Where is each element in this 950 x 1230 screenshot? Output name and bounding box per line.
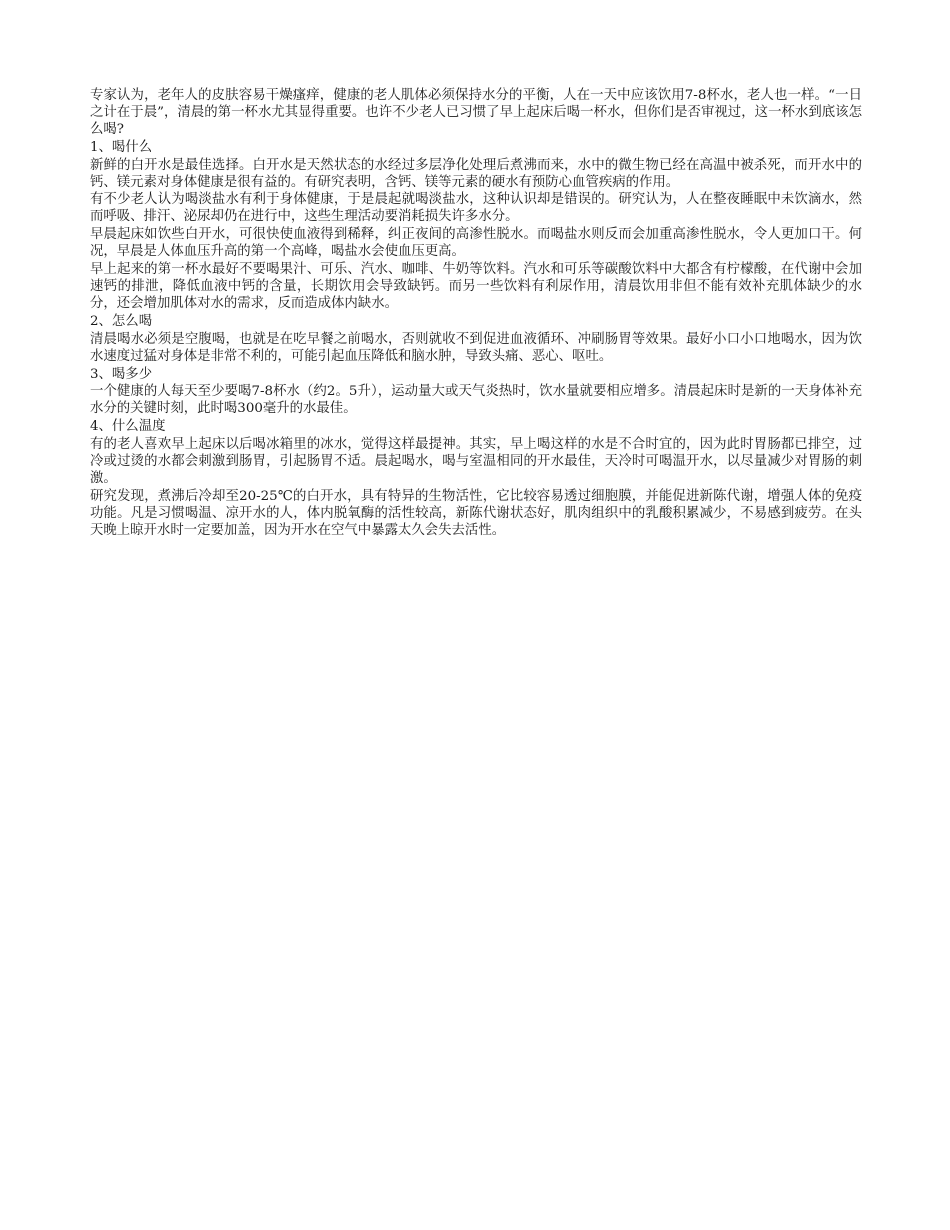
document-body <box>90 88 862 541</box>
paragraph: 新鲜的白开水是最佳选择。白开水是天然状态的水经过多层净化处理后煮沸而来，水中的微生物已经在高温中被杀死，而开水中的钙、镁元素对身体健康是很有益的。有研究表明，含钙、镁等元素的硬水有预防心血管疾病的作用。 <box>90 157 862 190</box>
paragraph: 清晨喝水必须是空腹喝，也就是在吃早餐之前喝水，否则就收不到促进血液循环、冲刷肠胃等效果。最好小口小口地喝水，因为饮水速度过猛对身体是非常不利的，可能引起血压降低和脑水肿，导致头痛、恶心、呕吐。 <box>90 331 862 364</box>
paragraph: 研究发现，煮沸后冷却至20-25℃的白开水，具有特异的生物活性，它比较容易透过细胞膜，并能促进新陈代谢，增强人体的免疫功能。凡是习惯喝温、凉开水的人，体内脱氧酶的活性较高，新陈代谢状态好，肌肉组织中的乳酸积累减少，不易感到疲劳。在头天晚上晾开水时一定要加盖，因为开水在空气中暴露太久会失去活性。 <box>90 488 862 538</box>
section-heading-what: 1、喝什么 <box>90 139 153 155</box>
paragraph: 早晨起床如饮些白开水，可很快使血液得到稀释，纠正夜间的高渗性脱水。而喝盐水则反而会加重高渗性脱水，令人更加口干。何况，早晨是人体血压升高的第一个高峰，喝盐水会使血压更高。 <box>90 227 862 260</box>
section-heading-how-much: 3、喝多少 <box>90 366 153 382</box>
paragraph: 有的老人喜欢早上起床以后喝冰箱里的冰水，觉得这样最提神。其实，早上喝这样的水是不合时宜的，因为此时胃肠都已排空，过冷或过烫的水都会刺激到肠胃，引起肠胃不适。晨起喝水，喝与室温相同的开水最佳，天冷时可喝温开水，以尽量减少对胃肠的刺激。 <box>90 437 862 486</box>
intro-paragraph: 专家认为，老年人的皮肤容易干燥瘙痒，健康的老人肌体必须保持水分的平衡，人在一天中应该饮用7-8杯水，老人也一样。“一日之计在于晨”，清晨的第一杯水尤其显得重要。也许不少老人已习惯了早上起床后喝一杯水，但你们是否审视过，这一杯水到底该怎么喝? <box>90 88 862 137</box>
section-heading-temperature: 4、什么温度 <box>90 419 166 435</box>
paragraph: 一个健康的人每天至少要喝7-8杯水（约2。5升），运动量大或天气炎热时，饮水量就要相应增多。清晨起床时是新的一天身体补充水分的关键时刻，此时喝300毫升的水最佳。 <box>90 384 862 417</box>
section-heading-how: 2、怎么喝 <box>90 313 153 329</box>
paragraph: 有不少老人认为喝淡盐水有利于身体健康，于是晨起就喝淡盐水，这种认识却是错误的。研究认为，人在整夜睡眠中未饮滴水，然而呼吸、排汗、泌尿却仍在进行中，这些生理活动要消耗损失许多水分。 <box>90 192 862 225</box>
paragraph: 早上起来的第一杯水最好不要喝果汁、可乐、汽水、咖啡、牛奶等饮料。汽水和可乐等碳酸饮料中大都含有柠檬酸，在代谢中会加速钙的排泄，降低血液中钙的含量，长期饮用会导致缺钙。而另一些饮料有利尿作用，清晨饮用非但不能有效补充肌体缺少的水分，还会增加肌体对水的需求，反而造成体内缺水。 <box>90 262 862 311</box>
